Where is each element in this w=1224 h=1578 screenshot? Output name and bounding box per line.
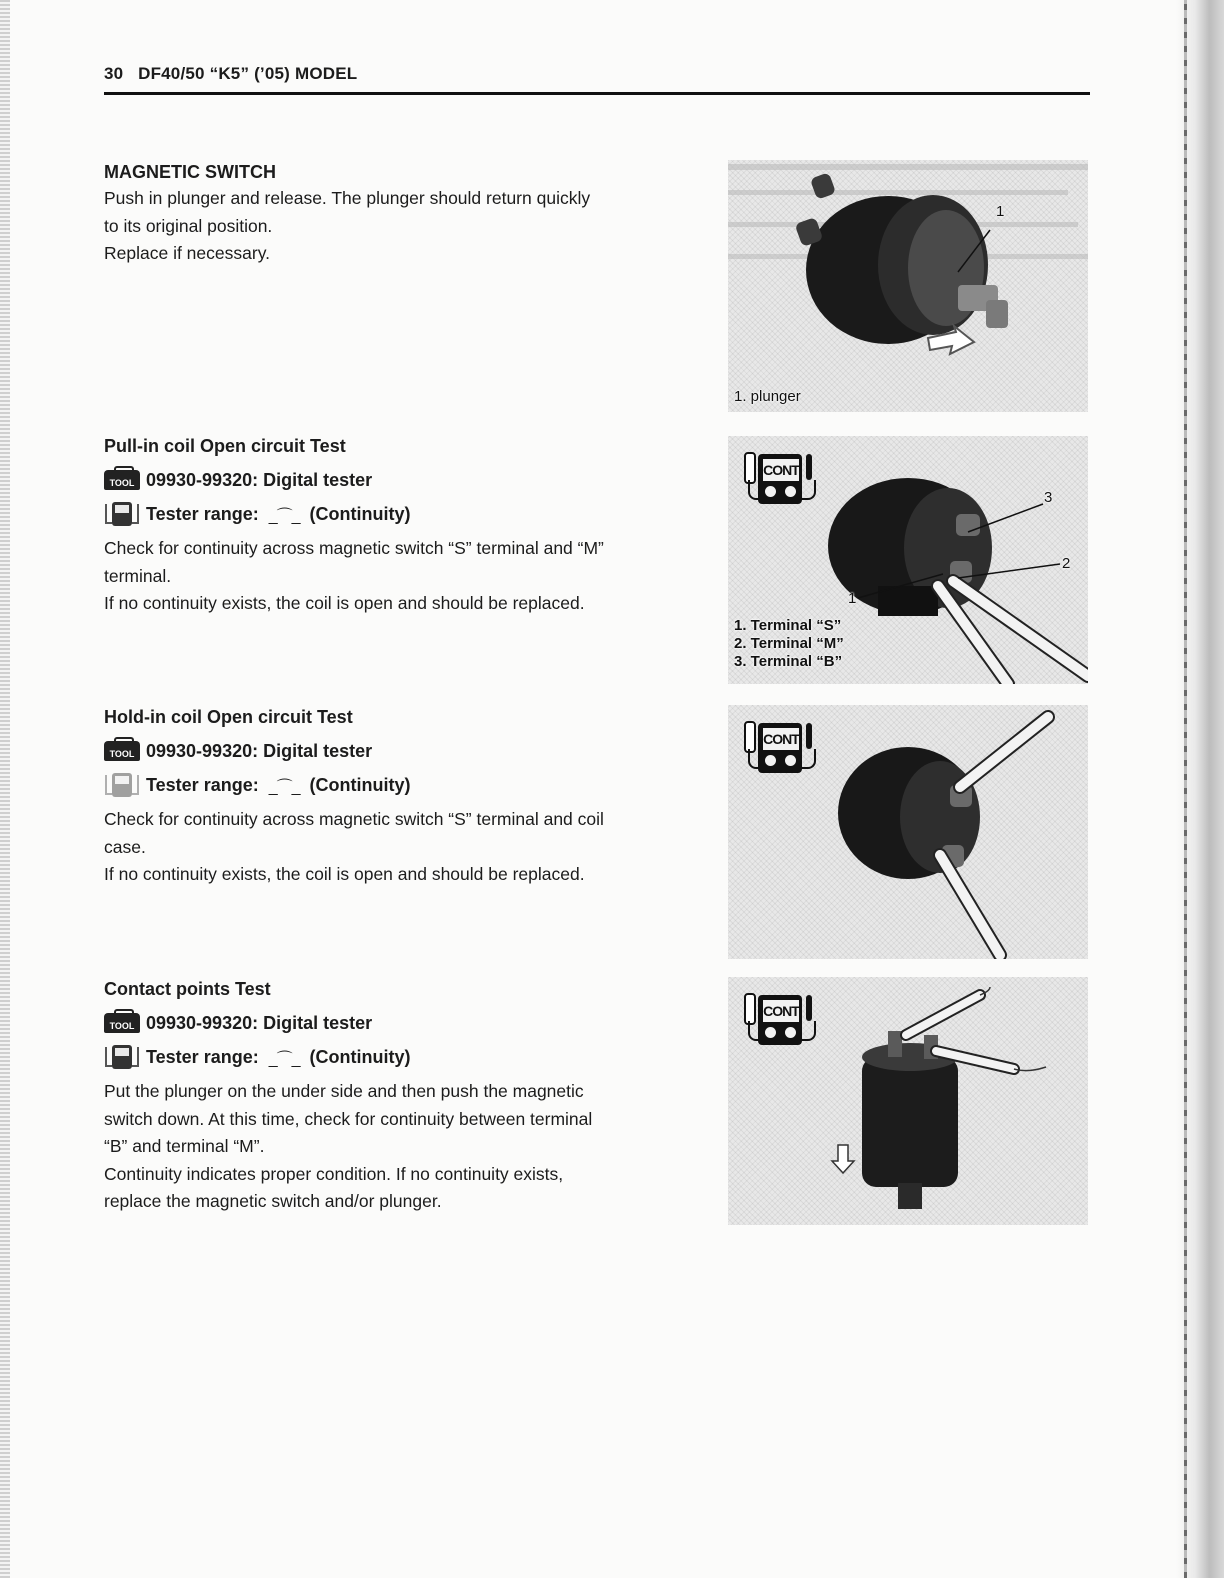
model-title: DF40/50 “K5” (’05) MODEL [138, 64, 358, 83]
tester-range [104, 1040, 694, 1074]
paragraph-line: “B” and terminal “M”. [104, 1136, 265, 1156]
caption-terminal-m: 2. Terminal “M” [734, 635, 844, 652]
paragraph-line: replace the magnetic switch and/or plunger. [104, 1191, 442, 1211]
tester-range-value: (Continuity) [309, 774, 411, 795]
tool-part-number: 09930-99320: Digital tester [146, 740, 373, 761]
meter-display: CONT [762, 458, 800, 482]
tester-range-value: (Continuity) [309, 503, 411, 524]
section-hold-in-coil [104, 707, 694, 889]
header-rule [104, 92, 1090, 95]
paragraph-line: terminal. [104, 565, 172, 586]
caption-terminal-b: 3. Terminal “B” [734, 653, 843, 670]
continuity-symbol-icon: _⌒_ [268, 1050, 300, 1068]
photo-plunger [728, 160, 1088, 412]
section-title: MAGNETIC SWITCH [104, 162, 276, 182]
photo-pull-in-test [728, 436, 1088, 684]
tester-range-label: Tester range: [146, 774, 259, 795]
section-magnetic-switch [104, 162, 694, 268]
continuity-symbol-icon: _⌒_ [268, 778, 300, 796]
continuity-symbol-icon: _⌒_ [268, 507, 300, 525]
tool-box-icon: TOOL [104, 1013, 140, 1033]
paragraph-line: If no continuity exists, the coil is open and should be replaced. [104, 593, 585, 613]
digital-tester-icon [736, 719, 820, 779]
scan-edge-left [0, 0, 10, 1578]
callout-3: 3 [1044, 489, 1053, 506]
paragraph-line: case. [104, 836, 146, 857]
meter-display: CONT [762, 999, 800, 1023]
page-header [104, 64, 1088, 84]
section-contact-points [104, 979, 694, 1216]
digital-tester-icon [104, 1043, 140, 1071]
tester-range [104, 497, 694, 531]
callout-2: 2 [1062, 555, 1071, 572]
paragraph-line: Put the plunger on the under side and then push the magnetic [104, 1081, 584, 1101]
paragraph-line: to its original position. [104, 215, 273, 236]
digital-tester-icon [104, 500, 140, 528]
paragraph-line: switch down. At this time, check for continuity between terminal [104, 1108, 593, 1129]
tool-spec [104, 1006, 694, 1040]
paragraph-line: If no continuity exists, the coil is open and should be replaced. [104, 864, 585, 884]
tester-range-label: Tester range: [146, 1046, 259, 1067]
section-pull-in-coil [104, 436, 694, 618]
callout-1: 1 [848, 590, 857, 607]
meter-display: CONT [762, 727, 800, 751]
tool-spec [104, 734, 694, 768]
tester-range-label: Tester range: [146, 503, 259, 524]
paragraph-line: Continuity indicates proper condition. If no continuity exists, [104, 1163, 564, 1184]
photo-caption: 1. plunger [734, 388, 801, 405]
paragraph-line: Check for continuity across magnetic switch “S” terminal and “M” [104, 538, 604, 558]
page-binding-edge [1176, 0, 1224, 1578]
section-title: Hold-in coil Open circuit Test [104, 707, 353, 727]
section-title: Pull-in coil Open circuit Test [104, 436, 346, 456]
tester-range-value: (Continuity) [309, 1046, 411, 1067]
digital-tester-icon [104, 771, 140, 799]
paragraph-line: Check for continuity across magnetic switch “S” terminal and coil [104, 809, 604, 829]
digital-tester-icon [736, 991, 820, 1051]
tool-spec [104, 463, 694, 497]
section-title: Contact points Test [104, 979, 271, 999]
tool-part-number: 09930-99320: Digital tester [146, 1012, 373, 1033]
tool-part-number: 09930-99320: Digital tester [146, 469, 373, 490]
push-down-arrow-icon [832, 1145, 854, 1173]
solenoid-photo-illustration [728, 160, 1088, 412]
page-number: 30 [104, 64, 124, 83]
tester-range [104, 768, 694, 802]
photo-contact-points-test [728, 977, 1088, 1225]
paragraph-line: Replace if necessary. [104, 243, 271, 263]
caption-terminal-s: 1. Terminal “S” [734, 617, 842, 634]
tool-box-icon: TOOL [104, 470, 140, 490]
digital-tester-icon [736, 450, 820, 510]
photo-hold-in-test [728, 705, 1088, 959]
tool-box-icon: TOOL [104, 741, 140, 761]
paragraph-line: Push in plunger and release. The plunger should return quickly [104, 188, 591, 208]
callout-1: 1 [996, 203, 1005, 220]
